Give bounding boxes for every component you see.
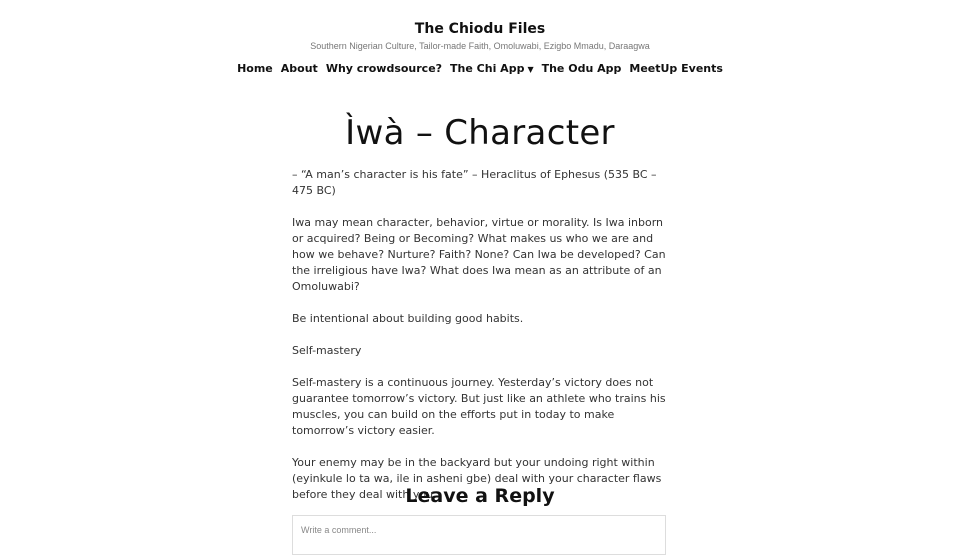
nav-item-meetup-events[interactable]: MeetUp Events: [629, 62, 723, 75]
chevron-down-icon[interactable]: ▼: [527, 65, 534, 74]
post-title: Ìwà – Character: [345, 113, 615, 153]
nav-item-home[interactable]: Home: [237, 62, 273, 75]
nav-item-why-crowdsource[interactable]: Why crowdsource?: [325, 62, 443, 75]
main-navigation: [0, 62, 960, 75]
post-paragraph: Self-mastery: [292, 344, 362, 357]
post-quote: – “A man’s character is his fate” – Heraclitus of Ephesus (535 BC – 475 BC): [292, 168, 657, 197]
post-paragraph: Iwa may mean character, behavior, virtue or morality. Is Iwa inborn or acquired? Being or Becoming? What makes us who we are and how we behave? Nurture? Faith? None? Can Iwa be developed? Can the irreligious have Iwa? What does Iwa mean as an attribute of an Omoluwabi?: [292, 216, 666, 293]
nav-item-about[interactable]: About: [280, 62, 318, 75]
nav-item-the-chi-app[interactable]: [450, 62, 534, 75]
nav-item-label: The Chi App: [450, 62, 525, 75]
post-content: [292, 167, 672, 519]
nav-item-the-odu-app[interactable]: The Odu App: [541, 62, 622, 75]
site-title[interactable]: The Chiodu Files: [414, 21, 546, 37]
leave-reply-heading: Leave a Reply: [405, 485, 555, 507]
comment-input[interactable]: [292, 515, 666, 555]
post-paragraph: Your enemy may be in the backyard but your undoing right within (eyinkule lo ta wa, ile in asheni gbe) deal with your character flaws before they deal with you.: [292, 456, 662, 501]
post-paragraph: Self-mastery is a continuous journey. Yesterday’s victory does not guarantee tomorrow’s victory. But just like an athlete who trains his muscles, you can build on the efforts put in today to make tomorrow’s victory easier.: [292, 376, 666, 437]
site-tagline: Southern Nigerian Culture, Tailor-made Faith, Omoluwabi, Ezigbo Mmadu, Daraagwa: [310, 41, 650, 51]
post-paragraph: Be intentional about building good habits.: [292, 312, 524, 325]
